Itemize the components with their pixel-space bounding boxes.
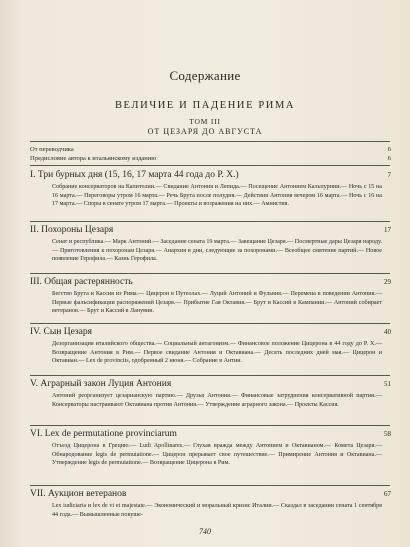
divider [30,221,390,222]
toc-entry [30,154,391,163]
toc-entry-label: Предисловие автора к итальянскому изданию [30,155,157,162]
chapter-summary: Собрание консерваторов на Капитолии.— Свидание Антония и Лепида.— Посещение Антонием Кальпурнии.— Ночь с 15 на 16 марта.— Переговоры утром 16 марта.— Речь Брута после полудня.— Действия Антония вечером 16 марта.— Ночь с 16 на 17 марта.— Споры в сенате утром 17 марта.— Проекты и возражения на них.— Амнистия. [52,184,382,208]
divider [30,485,390,486]
chapter-entry [30,169,391,209]
chapter-summary: Lex iudiciaria и lex de vi et majestate.— Экономический и моральный кризис Италии.— Сказдал в заседании сената 1 сентября 44 года.— Вымышленные покуше- [52,503,382,518]
divider [30,375,390,376]
chapter-entry [30,224,391,264]
chapter-title: VII. Аукцион ветеранов [30,489,127,499]
chapter-page: 58 [384,430,391,438]
divider [30,273,390,274]
contents-title: Содержание [169,68,241,83]
toc-entry-page: 6 [387,155,391,162]
chapter-summary: Бегство Брута и Кассия из Рима.— Цицерон в Путеолах.— Луций Антоний и Фульвия.— Перемена в поведении Антония.— Первые фальсификации распоряжений Цезаря.— Прибытие Гая Октавия.— Брут и Кассий в Кампании.— Антоний собирает ветеранов.— Брут и Кассий в Ланувии. [52,291,382,315]
divider [30,323,390,324]
chapter-entry [30,428,391,468]
chapter-title: III. Общая растерянность [30,277,133,287]
chapter-page: 7 [387,171,391,179]
divider [30,425,390,426]
toc-entry-label: От переводчика [30,146,74,153]
chapter-summary: Сенат и республика.— Марк Антоний.— Заседание сената 19 марта.— Завещание Цезаря.— Посмертные дары Цезаря народу.— Приготовления к похоронам Цезаря.— Анархия в дни, следующие за похоронами.— Всеобщее смятение партий.— Новое появление Герофила.— Казнь Герофила. [52,239,382,263]
chapter-page: 17 [384,226,391,234]
toc-entry-page: 6 [387,146,391,153]
chapter-title: I. Три бурных дня (15, 16, 17 марта 44 года до Р. Х.) [30,170,239,180]
chapter-summary: Дезорганизация италийского общества.— Социальный антагонизм.— Финансовое положение Цицерона в 44 году до Р. Х.— Возвращение Антония в Рим.— Первое свидание Антония и Октавиана.— Десять последних дней мая.— Цицерон и Октавиан.— Lex de provinciis, одобренный 2 июня.— Собрание в Антии. [52,341,382,365]
chapter-entry [30,326,391,366]
chapter-page: 51 [384,380,391,388]
chapter-title: IV. Сын Цезаря [30,327,93,337]
chapter-title: V. Аграрный закон Луция Антония [30,379,172,389]
chapter-entry [30,488,391,519]
volume-label: ТОМ III [189,117,221,126]
chapter-title: II. Похороны Цезаря [30,225,114,235]
chapter-summary: Отъезд Цицерона в Грецию.— Ludi Apollinares.— Глухая вражда между Антонием и Октавианом.— Комета Цезаря.— Обнародование legis de permutatione.— Цицерон прерывает свое путешествие.— Примирение Антония и Октавиана.— Утверждение legis de permutatione.— Возвращение Цицерона в Рим. [52,443,382,467]
work-title: ВЕЛИЧИЕ И ПАДЕНИЕ РИМА [114,100,296,111]
page-number: 740 [199,527,211,536]
toc-entry [30,145,391,154]
chapter-summary: Антоний реорганизует цезарианскую партию.— Друзья Антония.— Финансовые затруднения консервативной партии.— Консерваторы настраивают Октавиана против Антония.— Утверждение аграрного закона.— Проекты Кассия. [52,393,382,408]
divider [30,165,390,166]
chapter-title: VI. Lex de permutatione provinciarum [30,429,177,439]
chapter-entry [30,276,391,316]
volume-subtitle: ОТ ЦЕЗАРЯ ДО АВГУСТА [147,127,263,136]
chapter-page: 67 [384,490,391,498]
divider [30,141,390,142]
chapter-page: 29 [384,278,391,286]
chapter-page: 40 [384,328,391,336]
chapter-entry [30,378,391,409]
